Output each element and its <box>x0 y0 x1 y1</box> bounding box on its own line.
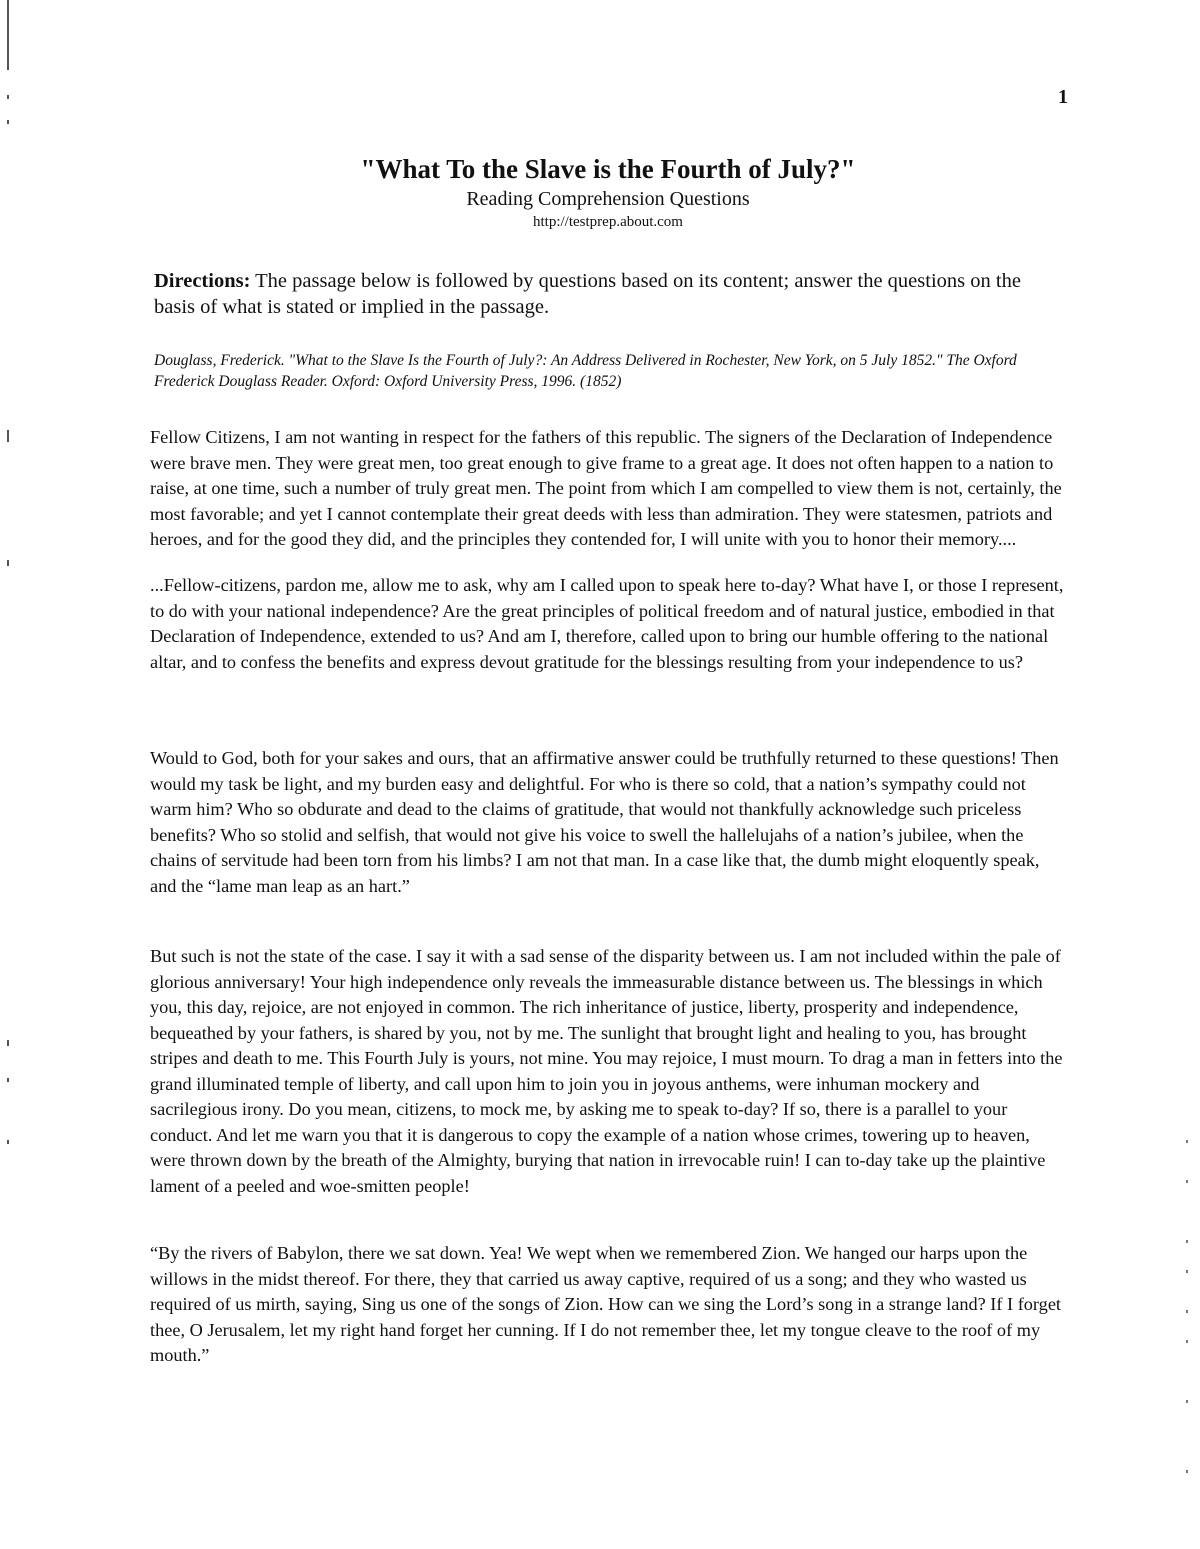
scan-edge-dot <box>1186 1400 1188 1403</box>
passage-paragraph: “By the rivers of Babylon, there we sat down. Yea! We wept when we remembered Zion. We hanged our harps upon the willows in the midst thereof. For there, they that carried us away captive, required of us a song; and they who wasted us required of us mirth, saying, Sing us one of the songs of Zion. How can we sing the Lord’s song in a strange land? If I forget thee, O Jerusalem, let my right hand forget her cunning. If I do not remember thee, let my tongue cleave to the roof of my mouth.” <box>150 1243 1062 1365</box>
scan-edge-left <box>7 0 9 1549</box>
scan-edge-segment <box>7 430 9 442</box>
directions-label: Directions: <box>154 270 251 292</box>
scan-edge-dot <box>1186 1240 1188 1243</box>
passage-paragraph: Would to God, both for your sakes and ours, that an affirmative answer could be truthfully returned to these questions! Then would my task be light, and my burden easy and delightful. For who is there so cold, that a nation’s sympathy could not warm him? Who so obdurate and dead to the claims of gratitude, that would not thankfully acknowledge such priceless benefits? Who so stolid and selfish, that would not give his voice to swell the hallelujahs of a nation’s jubilee, when the chains of servitude had been torn from his limbs? I am not that man. In a case like that, the dumb might eloquently speak, and the “lame man leap as an hart.” <box>150 748 1059 896</box>
scan-edge-segment <box>7 120 9 124</box>
scan-edge-segment <box>7 560 9 566</box>
scan-edge-segment <box>7 95 9 99</box>
scan-edge-dot <box>1186 1470 1188 1473</box>
scan-edge-dot <box>1186 1310 1188 1313</box>
citation: Douglass, Frederick. "What to the Slave Is the Fourth of July?: An Address Delivered in Rochester, New York, on 5 July 1852." The Oxford Frederick Douglass Reader. Oxford: Oxford University Press, 1996. (1852) <box>154 352 1017 390</box>
passage-paragraph: Fellow Citizens, I am not wanting in respect for the fathers of this republic. The signers of the Declaration of Independence were brave men. They were great men, too great enough to give frame to a great age. It does not often happen to a nation to raise, at one time, such a number of truly great men. The point from which I am compelled to view them is not, certainly, the most favorable; and yet I cannot contemplate their great deeds with less than admiration. They were statesmen, patriots and heroes, and for the good they did, and the principles they contended for, I will unite with you to honor their memory.... <box>150 427 1062 549</box>
scan-edge-dot <box>1186 1340 1188 1343</box>
document-title: "What To the Slave is the Fourth of July?" <box>360 154 856 184</box>
scan-edge-dot <box>1186 1140 1188 1143</box>
document-subtitle: Reading Comprehension Questions <box>466 188 750 210</box>
scan-edge-right <box>1186 1140 1188 1520</box>
scan-edge-dot <box>1186 1270 1188 1273</box>
scan-edge-segment <box>7 1140 9 1144</box>
source-url: http://testprep.about.com <box>533 214 683 230</box>
page-number: 1 <box>1058 86 1068 108</box>
title-block <box>150 152 1066 232</box>
scan-edge-dot <box>1186 1180 1188 1183</box>
scan-edge-segment <box>7 1040 9 1046</box>
passage-paragraph: ...Fellow-citizens, pardon me, allow me to ask, why am I called upon to speak here to-day? What have I, or those I represent, to do with your national independence? Are the great principles of political freedom and of natural justice, embodied in that Declaration of Independence, extended to us? And am I, therefore, called upon to bring our humble offering to the national altar, and to confess the benefits and express devout gratitude for the blessings resulting from your independence to us? <box>150 575 1064 672</box>
directions-text: The passage below is followed by questions based on its content; answer the questions on the basis of what is stated or implied in the passage. <box>154 270 1021 318</box>
scan-edge-segment <box>7 1078 9 1082</box>
scan-edge-segment <box>7 0 9 70</box>
directions <box>154 268 1054 320</box>
passage-paragraph: But such is not the state of the case. I say it with a sad sense of the disparity between us. I am not included within the pale of glorious anniversary! Your high independence only reveals the immeasurable distance between us. The blessings in which you, this day, rejoice, are not enjoyed in common. The rich inheritance of justice, liberty, prosperity and independence, bequeathed by your fathers, is shared by you, not by me. The sunlight that brought light and healing to you, has brought stripes and death to me. This Fourth July is yours, not mine. You may rejoice, I must mourn. To drag a man in fetters into the grand illuminated temple of liberty, and call upon him to join you in joyous anthems, were inhuman mockery and sacrilegious irony. Do you mean, citizens, to mock me, by asking me to speak to-day? If so, there is a parallel to your conduct. And let me warn you that it is dangerous to copy the example of a nation whose crimes, towering up to heaven, were thrown down by the breath of the Almighty, burying that nation in irrevocable ruin! I can to-day take up the plaintive lament of a peeled and woe-smitten people! <box>150 946 1063 1196</box>
